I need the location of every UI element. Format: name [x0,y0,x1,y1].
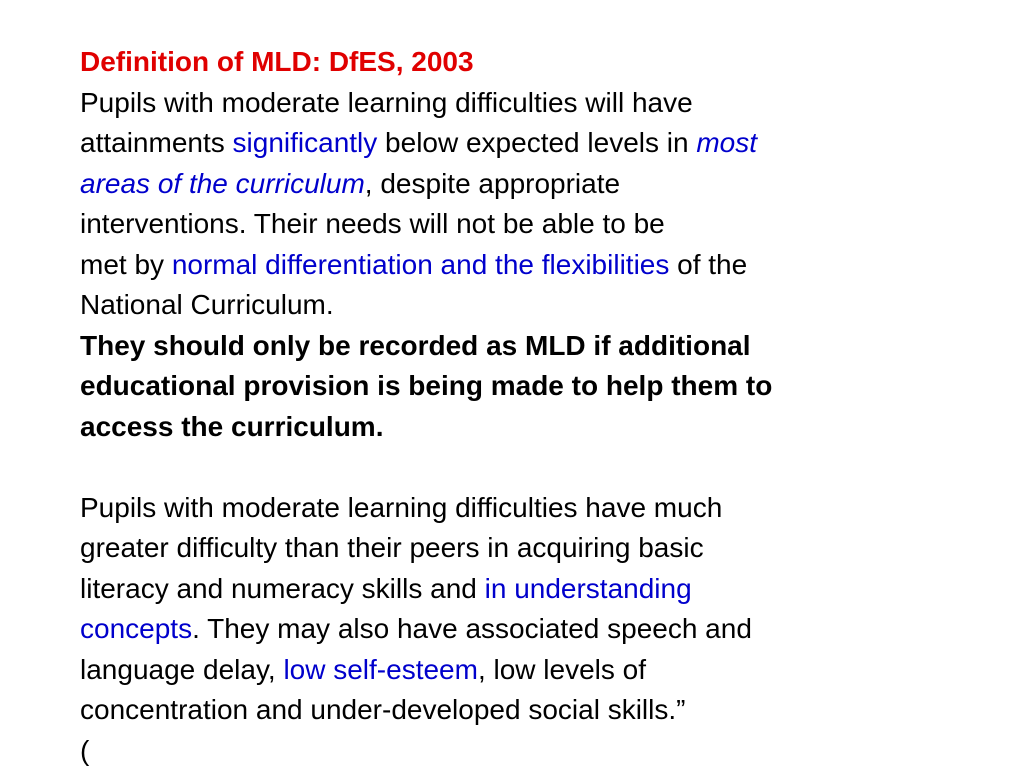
text-run: literacy and numeracy skills and [80,572,485,604]
para2-line6: concentration and under-developed social skills.” [80,694,686,725]
para2-line1: Pupils with moderate learning difficulties have much [80,491,723,523]
para2-line7: ( [80,734,90,766]
para2-line4 [80,609,980,650]
highlight-normal-differentiation: normal differentiation and the flexibilities [171,248,670,280]
highlight-most: most [696,127,758,158]
text-run: met by [80,248,172,280]
highlight-significantly: significantly [232,127,378,158]
highlight-low-self-esteem: low self-esteem [283,653,478,685]
slide-heading: Definition of MLD: DfES, 2003 [80,46,474,77]
para2-line2: greater difficulty than their peers in acquiring basic [80,532,704,563]
text-run: language delay, [80,653,284,685]
para1-line3 [80,164,980,205]
emphasis-line1: They should only be recorded as MLD if additional [80,329,751,361]
text-run: of the [669,248,748,280]
para1-line6: National Curriculum. [80,289,334,320]
highlight-areas-of-curriculum: areas of the curriculum [80,167,365,199]
text-run: below expected levels in [377,127,697,158]
para1-line5 [80,245,980,286]
para2-line3 [80,569,980,610]
text-run: . They may also have associated speech and [192,613,752,644]
para2-line5 [80,650,980,691]
highlight-in-understanding: in understanding [484,572,692,604]
text-block [80,42,980,768]
para1-line4: interventions. Their needs will not be able to be [80,208,665,239]
text-run: , despite appropriate [364,167,621,199]
para1-line2 [80,123,980,164]
para1-line1: Pupils with moderate learning difficulties will have [80,86,693,118]
emphasis-line2: educational provision is being made to help them to [80,370,773,401]
paragraph-spacer [80,447,980,488]
text-run: , low levels of [477,653,647,685]
text-run: attainments [80,127,233,158]
highlight-concepts: concepts [80,613,193,644]
emphasis-line3: access the curriculum. [80,410,384,442]
